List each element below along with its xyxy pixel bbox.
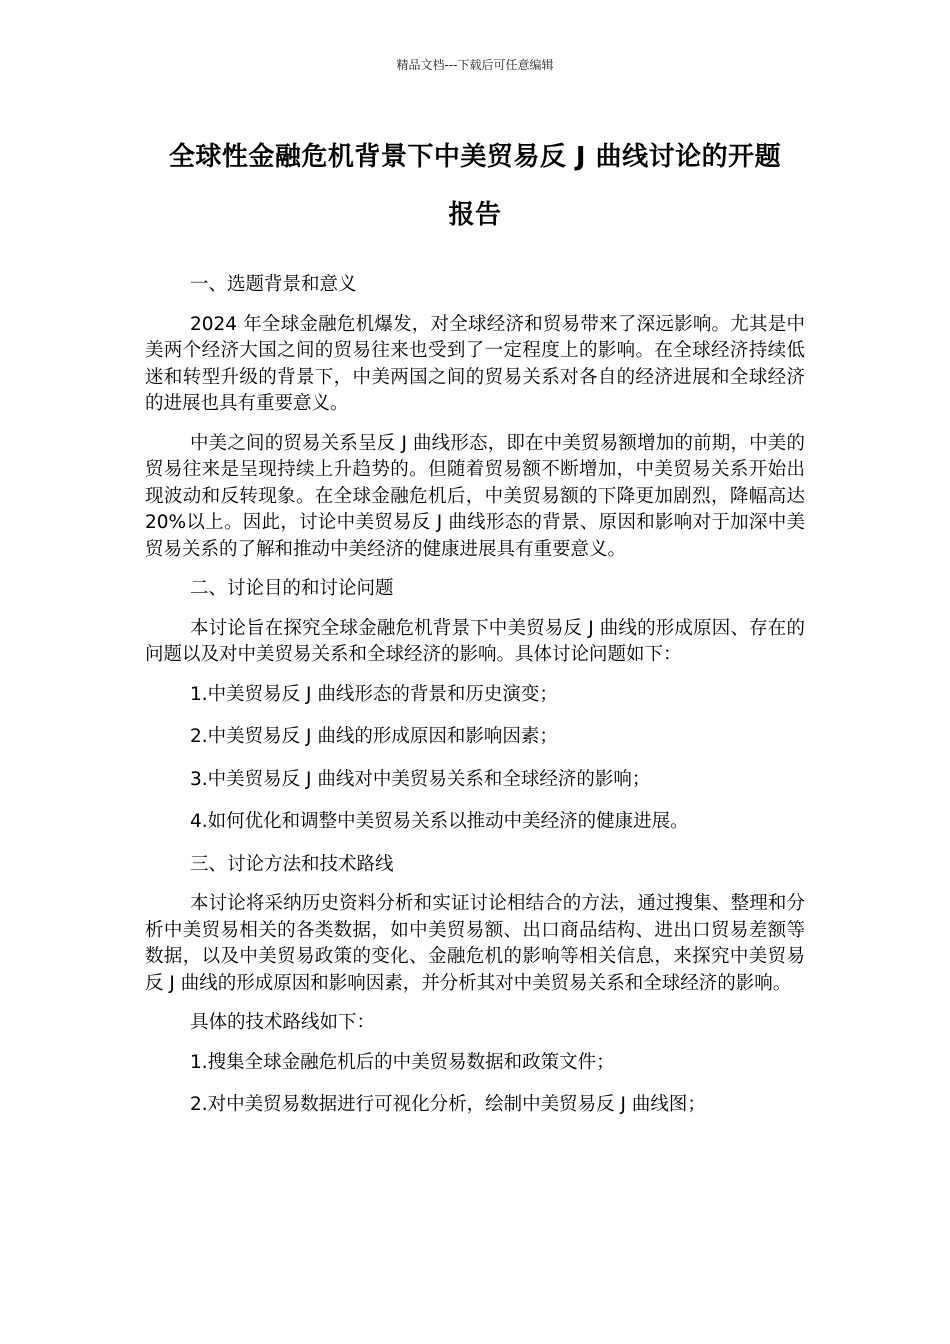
list-item: 2.对中美贸易数据进行可视化分析，绘制中美贸易反 J 曲线图； — [190, 1094, 706, 1115]
list-item: 2.中美贸易反 J 曲线的形成原因和影响因素； — [190, 726, 558, 747]
paragraph: 中美之间的贸易关系呈反 J 曲线形态，即在中美贸易额增加的前期，中美的贸易往来是呈现持续上升趋势的。但随着贸易额不断增加，中美贸易关系开始出现波动和反转现象。在全球金融危机后，中美贸易额的下降更加剧烈，降幅高达 20%以上。因此，讨论中美贸易反 J 曲线形态的背景、原因和影响对于加深中美贸易关系的了解和推动中美经济的健康进展具有重要意义。 — [145, 432, 805, 560]
paragraph: 2024 年全球金融危机爆发，对全球经济和贸易带来了深远影响。尤其是中美两个经济大国之间的贸易往来也受到了一定程度上的影响。在全球经济持续低迷和转型升级的背景下，中美两国之间的贸易关系对各自的经济进展和全球经济的进展也具有重要意义。 — [145, 313, 805, 414]
paragraph: 本讨论将采纳历史资料分析和实证讨论相结合的方法，通过搜集、整理和分析中美贸易相关的各类数据，如中美贸易额、出口商品结构、进出口贸易差额等数据，以及中美贸易政策的变化、金融危机的影响等相关信息，来探究中美贸易反 J 曲线的形成原因和影响因素，并分析其对中美贸易关系和全球经济的影响。 — [145, 893, 805, 994]
list-item: 4.如何优化和调整中美贸易关系以推动中美经济的健康进展。 — [190, 811, 689, 832]
document-body — [145, 272, 805, 1135]
title-line-2: 报告 — [448, 200, 502, 230]
paragraph: 具体的技术路线如下： — [190, 1012, 376, 1033]
section-heading-2: 二、讨论目的和讨论问题 — [190, 578, 394, 599]
document-title — [130, 128, 820, 244]
section-heading-3: 三、讨论方法和技术路线 — [190, 853, 394, 875]
paragraph: 本讨论旨在探究全球金融危机背景下中美贸易反 J 曲线的形成原因、存在的问题以及对中美贸易关系和全球经济的影响。具体讨论问题如下： — [145, 617, 805, 665]
list-item: 1.搜集全球金融危机后的中美贸易数据和政策文件； — [190, 1051, 615, 1073]
list-item: 1.中美贸易反 J 曲线形态的背景和历史演变； — [190, 683, 558, 705]
page-header: 精品文档---下载后可任意编辑 — [396, 58, 554, 72]
title-line-1: 全球性金融危机背景下中美贸易反 J 曲线讨论的开题 — [168, 142, 782, 172]
section-heading-1: 一、选题背景和意义 — [190, 274, 357, 295]
list-item: 3.中美贸易反 J 曲线对中美贸易关系和全球经济的影响； — [190, 768, 651, 790]
